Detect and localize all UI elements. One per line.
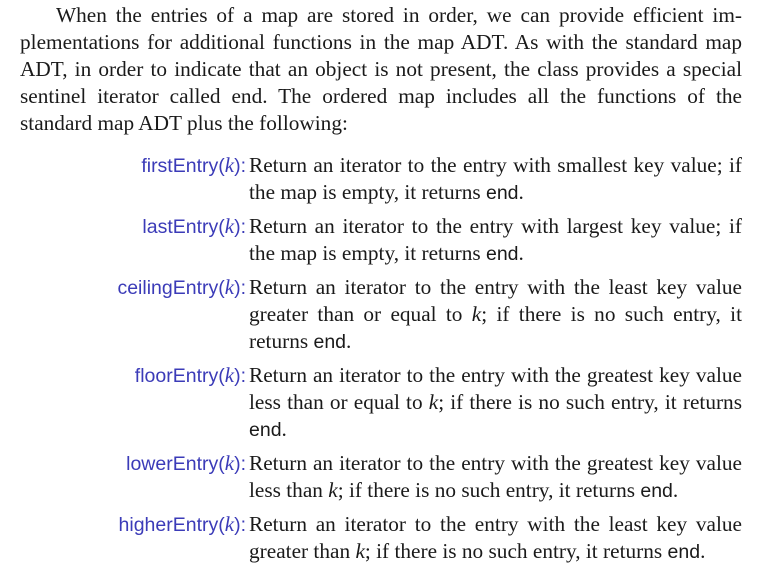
definition-higher-entry — [20, 511, 742, 566]
function-name: ceilingEntry — [117, 277, 219, 299]
function-name: floorEntry — [134, 365, 219, 387]
end-keyword: end — [249, 419, 282, 441]
description-text: ; if there is no such entry, it returns — [337, 478, 641, 502]
description-text: Return an iterator to the entry with the greatest key value less than or equal to — [249, 363, 742, 414]
function-argument: k — [224, 363, 235, 387]
function-name: higherEntry — [118, 514, 219, 536]
end-keyword: end — [640, 480, 673, 502]
function-description — [249, 362, 742, 444]
definition-last-entry — [20, 213, 742, 268]
end-keyword: end — [485, 182, 519, 204]
description-text: Return an iterator to the entry with the least key value greater than or equal to — [249, 275, 742, 326]
function-argument: k — [224, 451, 235, 475]
description-text: Return an iterator to the entry with largest key value; if the map is empty, it returns — [249, 214, 742, 265]
function-name: lastEntry — [142, 216, 219, 238]
definition-floor-entry — [20, 362, 742, 444]
intro-paragraph: When the entries of a map are stored in order, we can provide efficient implementations for additional functions in the map ADT. As with the standard map ADT, in order to indicate that an object is not present, the class provides a special sentinel iterator called end. The ordered map includes all the functions of the standard map ADT plus the following: — [20, 3, 742, 135]
end-keyword: end — [485, 243, 519, 265]
end-keyword: end — [313, 331, 347, 353]
function-signature: floorEntry(k): — [134, 363, 246, 387]
end-keyword: end — [667, 541, 701, 563]
variable-k: k — [471, 302, 482, 326]
function-description — [249, 213, 742, 268]
description-text: Return an iterator to the entry with smallest key value; if the map is empty, it returns — [249, 153, 742, 204]
document-page — [20, 2, 742, 572]
description-text: . — [518, 180, 524, 204]
definition-lower-entry — [20, 450, 742, 505]
function-description — [249, 450, 742, 505]
function-name: firstEntry — [141, 155, 219, 177]
variable-k: k — [428, 390, 439, 414]
function-argument: k — [224, 512, 235, 536]
function-definition-list — [20, 152, 742, 566]
function-signature: firstEntry(k): — [141, 153, 246, 177]
variable-k: k — [328, 478, 338, 502]
function-description — [249, 152, 742, 207]
description-text: ; if there is no such entry, it returns — [438, 390, 742, 414]
function-argument: k — [224, 153, 235, 177]
description-text: . — [518, 241, 524, 265]
description-text: Return an iterator to the entry with the greatest key value less than — [249, 451, 742, 502]
description-text: . — [281, 417, 287, 441]
description-text: ; if there is no such entry, it returns — [364, 539, 668, 563]
function-signature: lastEntry(k): — [142, 214, 246, 238]
function-name: lowerEntry — [126, 453, 219, 475]
variable-k: k — [355, 539, 365, 563]
function-signature: higherEntry(k): — [118, 512, 246, 536]
definition-ceiling-entry — [20, 274, 742, 356]
function-description — [249, 274, 742, 356]
definition-first-entry — [20, 152, 742, 207]
function-signature: ceilingEntry(k): — [117, 275, 246, 299]
function-signature: lowerEntry(k): — [126, 451, 246, 475]
description-text: . — [672, 478, 679, 502]
function-argument: k — [224, 214, 235, 238]
description-text: . — [346, 329, 352, 353]
function-description — [249, 511, 742, 566]
function-argument: k — [224, 275, 235, 299]
description-text: ; if there is no such entry, it returns — [249, 302, 742, 353]
description-text: . — [700, 539, 706, 563]
description-text: Return an iterator to the entry with the least key value greater than — [249, 512, 742, 563]
